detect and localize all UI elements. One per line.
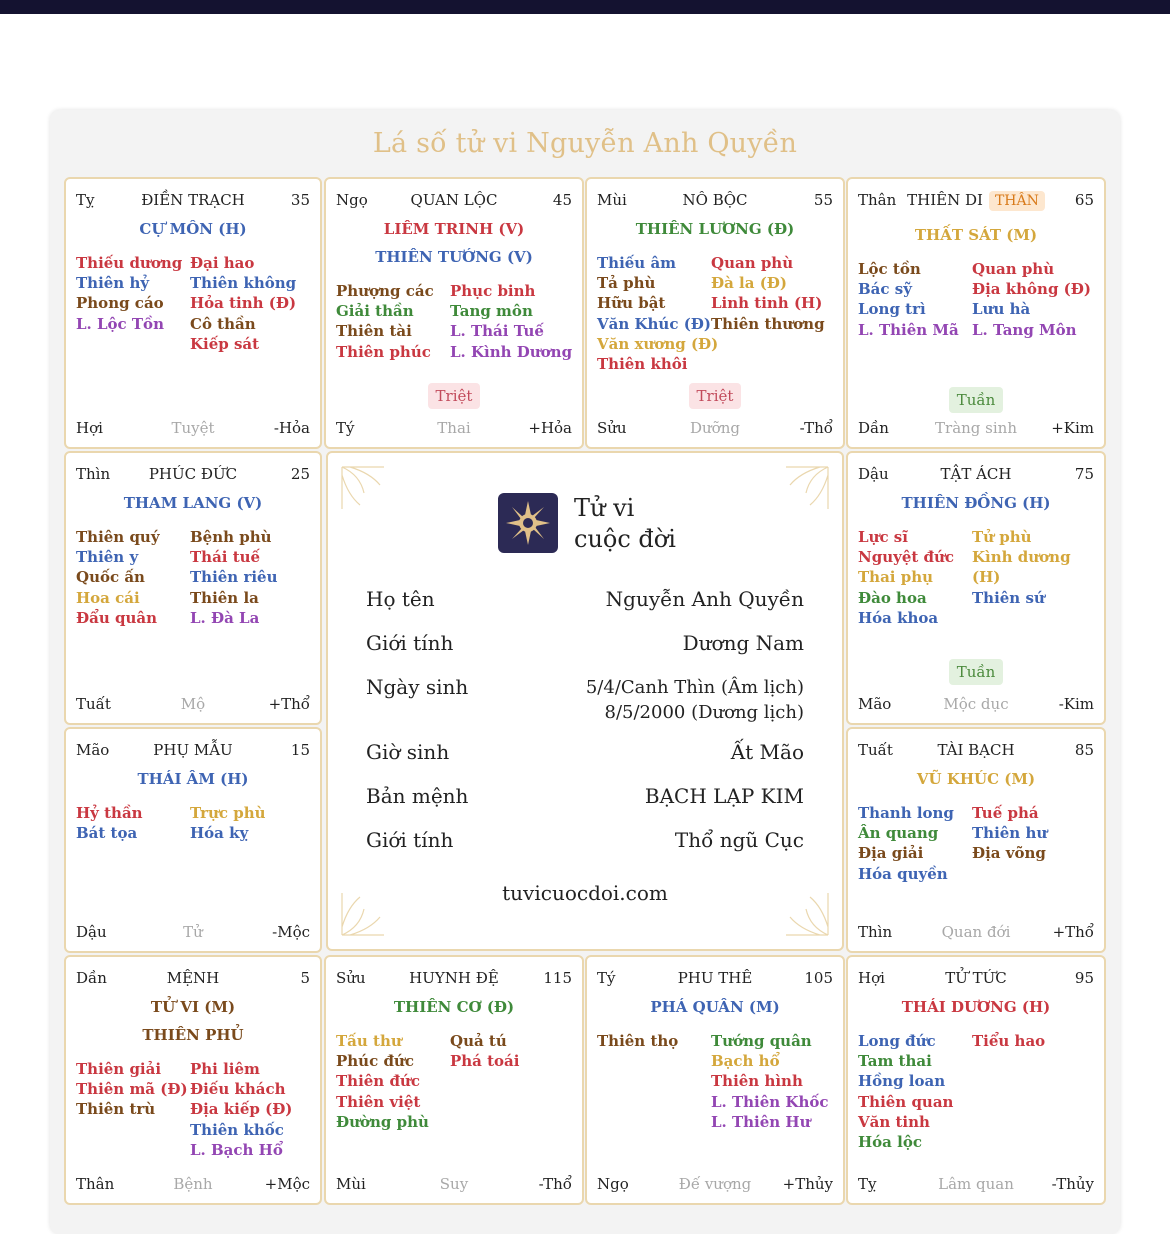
palace-branch: Tuất: [858, 741, 893, 759]
main-star: PHÁ QUÂN (M): [650, 998, 780, 1016]
footer-element: -Thổ: [538, 1175, 572, 1193]
palace-footer: [76, 695, 310, 715]
palace-header: [336, 191, 572, 211]
palace-name: [76, 465, 310, 483]
stars-left-column: [336, 281, 434, 362]
stars-left-column: [76, 803, 143, 843]
main-star: THIÊN PHỦ: [142, 1026, 244, 1044]
palace-cell[interactable]: [846, 727, 1106, 953]
star-item: Thiên hỷ: [76, 274, 150, 293]
palace-name-text: TẬT ÁCH: [940, 465, 1012, 483]
palace-footer: [858, 1175, 1094, 1195]
palace-name: [76, 969, 310, 987]
brand-name: Tử vi cuộc đời: [574, 494, 676, 553]
palace-age: 55: [813, 191, 833, 209]
palace-name-text: NÔ BỘC: [682, 191, 748, 209]
star-item: Địa kiếp (Đ): [190, 1100, 293, 1119]
footer-stage: Mộ: [180, 695, 206, 713]
star-item: Phá toái: [450, 1052, 520, 1071]
star-item: Thiên quan: [858, 1092, 954, 1111]
star-item: (H): [972, 568, 1001, 587]
palace-branch: Thìn: [76, 465, 111, 483]
palace-cell[interactable]: [64, 955, 322, 1205]
than-badge: THÂN: [989, 191, 1045, 211]
footer-stage: Bệnh: [173, 1175, 213, 1193]
palace-header: [858, 191, 1094, 211]
tag-label: Tuần: [949, 659, 1004, 685]
star-item: Điếu khách: [190, 1080, 286, 1099]
star-item: Tướng quân: [711, 1032, 812, 1050]
star-item: Thiên không: [190, 274, 297, 293]
star-item: Tang môn: [450, 302, 533, 321]
star-item: Thiên sứ: [972, 588, 1045, 607]
palace-header: [597, 969, 833, 989]
star-item: Long trì: [858, 300, 926, 319]
palace-cell[interactable]: [64, 177, 322, 449]
palace-footer: [76, 1175, 310, 1195]
palace-cell[interactable]: [64, 727, 322, 953]
footer-branch: Thìn: [858, 923, 893, 941]
palace-branch: Tý: [597, 969, 616, 987]
tag-label: Triệt: [428, 383, 481, 409]
footer-stage: Lâm quan: [938, 1175, 1014, 1193]
star-item: Bát tọa: [76, 824, 138, 843]
palace-name-text: PHỤ MẪU: [153, 741, 233, 759]
star-item: Đại hao: [190, 254, 255, 272]
palace-header: [597, 191, 833, 211]
star-item: Đà la (Đ): [711, 274, 787, 293]
footer-stage: Suy: [439, 1175, 469, 1193]
star-item: L. Thiên Mã: [858, 320, 959, 339]
palace-header: [76, 191, 310, 211]
footer-branch: Tỵ: [858, 1175, 877, 1193]
palace-name: [76, 191, 310, 209]
stars-left-column: [336, 1031, 429, 1132]
star-item: Thanh long: [858, 804, 954, 822]
stars-left-column: [76, 527, 160, 628]
star-item: Văn Khúc (Đ): [597, 314, 711, 333]
footer-branch: Ngọ: [597, 1175, 629, 1193]
palace-cell[interactable]: [846, 955, 1106, 1205]
palace-footer: [336, 1175, 572, 1195]
palace-name-text: PHÚC ĐỨC: [148, 465, 238, 483]
star-item: Hữu bật: [597, 294, 666, 313]
footer-stage: Tuyệt: [171, 419, 215, 437]
palace-header: [76, 969, 310, 989]
stars-left-column: [597, 253, 718, 374]
palace-name-text: HUYNH ĐỆ: [409, 969, 499, 987]
main-star: THÁI ÂM (H): [137, 770, 249, 788]
footer-branch: Sửu: [597, 419, 627, 437]
corner-ornament-icon: [340, 465, 386, 511]
palace-header: [76, 741, 310, 761]
star-item: Tiểu hao: [972, 1032, 1046, 1050]
star-item: L. Bạch Hổ: [190, 1140, 283, 1159]
main-star: VŨ KHÚC (M): [916, 770, 1036, 788]
footer-branch: Tý: [336, 419, 355, 437]
corner-ornament-icon: [784, 465, 830, 511]
footer-element: +Kim: [1051, 419, 1094, 437]
star-item: Đẩu quân: [76, 608, 157, 627]
star-item: Thiên phúc: [336, 342, 431, 361]
star-item: Giải thần: [336, 302, 414, 321]
star-item: Thiên thương: [711, 314, 825, 333]
footer-branch: Mão: [858, 695, 892, 713]
star-item: Địa không (Đ): [972, 280, 1091, 299]
main-star: THIÊN ĐỒNG (H): [901, 494, 1051, 512]
stars-right-column: [190, 1059, 292, 1160]
brand-logo-icon: [498, 493, 558, 553]
footer-branch: Mùi: [336, 1175, 366, 1193]
star-item: Phục binh: [450, 282, 536, 300]
star-item: Văn tinh: [858, 1112, 930, 1131]
palace-age: 95: [1074, 969, 1094, 987]
star-item: Linh tinh (H): [711, 294, 823, 313]
main-star: CỰ MÔN (H): [139, 220, 247, 238]
palace-footer: [76, 419, 310, 439]
stars-right-column: [190, 527, 278, 628]
star-item: Cô thần: [190, 314, 256, 333]
stars-right-column: [190, 253, 296, 354]
main-star: THÁI DƯƠNG (H): [901, 998, 1051, 1016]
palace-age: 65: [1074, 191, 1094, 209]
palace-footer: [597, 419, 833, 439]
star-item: Lực sĩ: [858, 528, 908, 546]
main-star: THIÊN TƯỚNG (V): [375, 248, 533, 266]
star-item: Thai phụ: [858, 568, 934, 587]
main-star: THIÊN CƠ (Đ): [393, 998, 515, 1016]
star-item: Tam thai: [858, 1052, 932, 1071]
star-item: Tả phù: [597, 274, 656, 293]
palace-name: [336, 969, 572, 987]
palace-name: [858, 969, 1094, 987]
stars-right-column: [711, 253, 825, 334]
star-item: L. Thiên Khốc: [711, 1092, 829, 1111]
star-item: Thiên giải: [76, 1060, 162, 1078]
main-star: THAM LANG (V): [123, 494, 263, 512]
star-item: Phượng các: [336, 282, 434, 300]
stars-right-column: [972, 803, 1047, 864]
footer-element: +Thổ: [268, 695, 310, 713]
star-item: Long đức: [858, 1032, 936, 1050]
stars-right-column: [711, 1031, 829, 1132]
star-item: Hỏa tinh (Đ): [190, 294, 297, 313]
palace-cell[interactable]: [846, 451, 1106, 725]
stars-left-column: [858, 1031, 953, 1152]
palace-header: [858, 465, 1094, 485]
main-star: THIÊN LƯƠNG (Đ): [635, 220, 795, 238]
palace-name: [76, 741, 310, 759]
palace-footer: [858, 419, 1094, 439]
palace-cell[interactable]: [64, 451, 322, 725]
center-info-panel: Tử vi cuộc đời Họ tên Nguyễn Anh Quyền Giới tính Dương Nam Ngày sinh 5/4/Canh Thìn (Âm lịch) 8/5/2000 (Dương lịch) Giờ sinh Ất Mão Bản mệnh BẠCH LẠP KIM Giới tính Thổ ngũ Cục tuvicuocdoi.com: [326, 451, 844, 951]
stars-right-column: [450, 1031, 519, 1071]
star-item: Tử phù: [972, 528, 1032, 546]
palace-footer: [858, 695, 1094, 715]
stars-right-column: [972, 1031, 1045, 1051]
palace-name-text: QUAN LỘC: [410, 191, 498, 209]
star-item: Thiên khôi: [597, 355, 688, 374]
palace-name-text: THIÊN DI: [907, 191, 983, 209]
tag-label: Tuần: [949, 387, 1004, 413]
trieu-tag: [326, 383, 582, 409]
stars-left-column: [76, 253, 182, 334]
star-item: Thiên đức: [336, 1072, 420, 1091]
palace-branch: Mão: [76, 741, 110, 759]
star-item: Bác sỹ: [858, 280, 912, 299]
star-item: Hỷ thần: [76, 804, 143, 822]
star-item: Thiên y: [76, 548, 139, 567]
main-star: LIÊM TRINH (V): [383, 220, 525, 238]
palace-name: [858, 465, 1094, 483]
star-item: Phong cáo: [76, 294, 164, 313]
star-item: Địa giải: [858, 844, 924, 863]
star-item: Kiếp sát: [190, 334, 260, 353]
star-item: Thái tuế: [190, 548, 261, 567]
star-item: Địa võng: [972, 844, 1046, 863]
palace-branch: Tỵ: [76, 191, 95, 209]
palace-branch: Ngọ: [336, 191, 368, 209]
star-item: L. Lộc Tồn: [76, 314, 164, 333]
star-item: Thiên hình: [711, 1072, 803, 1091]
palace-cell[interactable]: [585, 955, 845, 1205]
stars-left-column: [76, 1059, 188, 1120]
footer-element: +Mộc: [264, 1175, 310, 1193]
palace-branch: Sửu: [336, 969, 366, 987]
star-item: Thiên tài: [336, 322, 412, 341]
palace-name: [336, 191, 572, 209]
palace-name-text: TÀI BẠCH: [937, 741, 1015, 759]
star-item: Thiếu âm: [597, 254, 677, 272]
palace-branch: Hợi: [858, 969, 885, 987]
trieu-tag: [587, 383, 843, 409]
palace-footer: [597, 1175, 833, 1195]
palace-cell[interactable]: [324, 955, 584, 1205]
site-url[interactable]: tuvicuocdoi.com: [502, 881, 668, 905]
star-item: Thiên la: [190, 588, 259, 607]
footer-stage: Thai: [437, 419, 471, 437]
palace-name: [597, 191, 833, 209]
palace-name-text: TỬ TỨC: [945, 969, 1007, 987]
page-title: Lá số tử vi Nguyễn Anh Quyền: [372, 128, 798, 159]
star-item: L. Thiên Hư: [711, 1112, 811, 1131]
star-item: Phúc đức: [336, 1052, 414, 1071]
star-item: Thiên quý: [76, 528, 160, 546]
star-item: Quan phù: [711, 254, 794, 272]
star-item: Thiên trù: [76, 1100, 156, 1119]
palace-cell[interactable]: [846, 177, 1106, 449]
star-item: L. Tang Môn: [972, 320, 1077, 339]
palace-cell[interactable]: [324, 177, 584, 449]
footer-branch: Tuất: [76, 695, 111, 713]
palace-name: [858, 191, 1094, 209]
palace-header: [858, 741, 1094, 761]
star-item: Tấu thư: [336, 1032, 402, 1050]
footer-element: +Thổ: [1052, 923, 1094, 941]
star-item: Kình dương: [972, 548, 1071, 567]
palace-footer: [76, 923, 310, 943]
palace-age: 115: [543, 969, 572, 987]
palace-age: 75: [1074, 465, 1094, 483]
palace-age: 5: [300, 969, 310, 987]
star-item: Lưu hà: [972, 300, 1031, 319]
footer-stage: Tử: [183, 923, 203, 941]
palace-branch: Dần: [76, 969, 107, 987]
star-item: Thiên khốc: [190, 1120, 284, 1139]
tag-label: Triệt: [689, 383, 742, 409]
palace-header: [76, 465, 310, 485]
stars-right-column: [972, 527, 1071, 608]
palace-name-text: ĐIỀN TRẠCH: [141, 191, 245, 209]
stars-left-column: [858, 803, 954, 884]
footer-element: -Thủy: [1051, 1175, 1094, 1193]
star-item: Thiên riêu: [190, 568, 278, 587]
star-item: Hóa kỵ: [190, 824, 249, 843]
star-item: Đường phù: [336, 1112, 429, 1131]
star-item: Quốc ấn: [76, 568, 145, 587]
stars-right-column: [450, 281, 572, 362]
stars-right-column: [972, 259, 1091, 340]
star-item: Hóa quyền: [858, 864, 948, 883]
star-item: L. Kình Dương: [450, 342, 573, 361]
stars-right-column: [190, 803, 266, 843]
star-item: L. Thái Tuế: [450, 322, 544, 341]
tuan-tag: [848, 659, 1104, 685]
star-item: Đào hoa: [858, 588, 927, 607]
palace-age: 25: [290, 465, 310, 483]
footer-branch: Thân: [76, 1175, 115, 1193]
footer-element: -Mộc: [272, 923, 310, 941]
top-nav-bar: [0, 0, 1170, 14]
star-item: Phi liêm: [190, 1060, 260, 1078]
footer-stage: Đế vượng: [678, 1175, 752, 1193]
star-item: Bệnh phù: [190, 528, 272, 546]
stars-left-column: [597, 1031, 678, 1051]
footer-stage: Mộc dục: [943, 695, 1009, 713]
footer-stage: Tràng sinh: [935, 419, 1017, 437]
palace-age: 35: [290, 191, 310, 209]
palace-name: [597, 969, 833, 987]
star-item: Văn xương (Đ): [597, 334, 719, 353]
footer-stage: Quan đới: [941, 923, 1011, 941]
footer-branch: Dậu: [76, 923, 107, 941]
palace-branch: Dậu: [858, 465, 889, 483]
star-item: Bạch hổ: [711, 1052, 780, 1071]
star-item: Thiên thọ: [597, 1032, 679, 1050]
star-item: Hóa khoa: [858, 608, 939, 627]
star-item: Thiên hư: [972, 824, 1048, 843]
palace-name-text: MỆNH: [166, 969, 220, 987]
star-item: Thiên mã (Đ): [76, 1080, 188, 1099]
palace-age: 85: [1074, 741, 1094, 759]
palace-age: 15: [290, 741, 310, 759]
star-item: L. Đà La: [190, 608, 260, 627]
palace-footer: [858, 923, 1094, 943]
star-item: Lộc tồn: [858, 260, 921, 278]
star-item: Thiên việt: [336, 1092, 421, 1111]
palace-age: 105: [804, 969, 833, 987]
footer-branch: Dần: [858, 419, 889, 437]
palace-header: [336, 969, 572, 989]
star-item: Tuế phá: [972, 804, 1039, 822]
star-item: Nguyệt đức: [858, 548, 955, 567]
star-item: Hóa lộc: [858, 1133, 922, 1152]
star-item: Quả tú: [450, 1032, 507, 1050]
tuan-tag: [848, 387, 1104, 413]
star-item: Quan phù: [972, 260, 1055, 278]
footer-stage: Dưỡng: [690, 419, 740, 437]
palace-branch: Mùi: [597, 191, 627, 209]
stars-left-column: [858, 527, 954, 628]
main-star: THẤT SÁT (M): [914, 226, 1038, 244]
footer-element: -Thổ: [799, 419, 833, 437]
star-item: Hoa cái: [76, 588, 140, 607]
star-item: Ân quang: [858, 824, 939, 843]
star-item: Thiếu dương: [76, 254, 183, 272]
palace-name-text: PHU THÊ: [677, 969, 753, 987]
star-item: Hồng loan: [858, 1072, 946, 1091]
footer-element: -Hỏa: [273, 419, 310, 437]
footer-element: +Hỏa: [528, 419, 572, 437]
palace-cell[interactable]: [585, 177, 845, 449]
main-star: TỬ VI (M): [150, 998, 236, 1016]
palace-header: [858, 969, 1094, 989]
footer-element: +Thủy: [782, 1175, 833, 1193]
palace-branch: Thân: [858, 191, 897, 209]
star-item: Trực phù: [190, 804, 266, 822]
palace-name: [858, 741, 1094, 759]
footer-element: -Kim: [1058, 695, 1094, 713]
stars-left-column: [858, 259, 959, 340]
palace-footer: [336, 419, 572, 439]
palace-age: 45: [552, 191, 572, 209]
footer-branch: Hợi: [76, 419, 103, 437]
